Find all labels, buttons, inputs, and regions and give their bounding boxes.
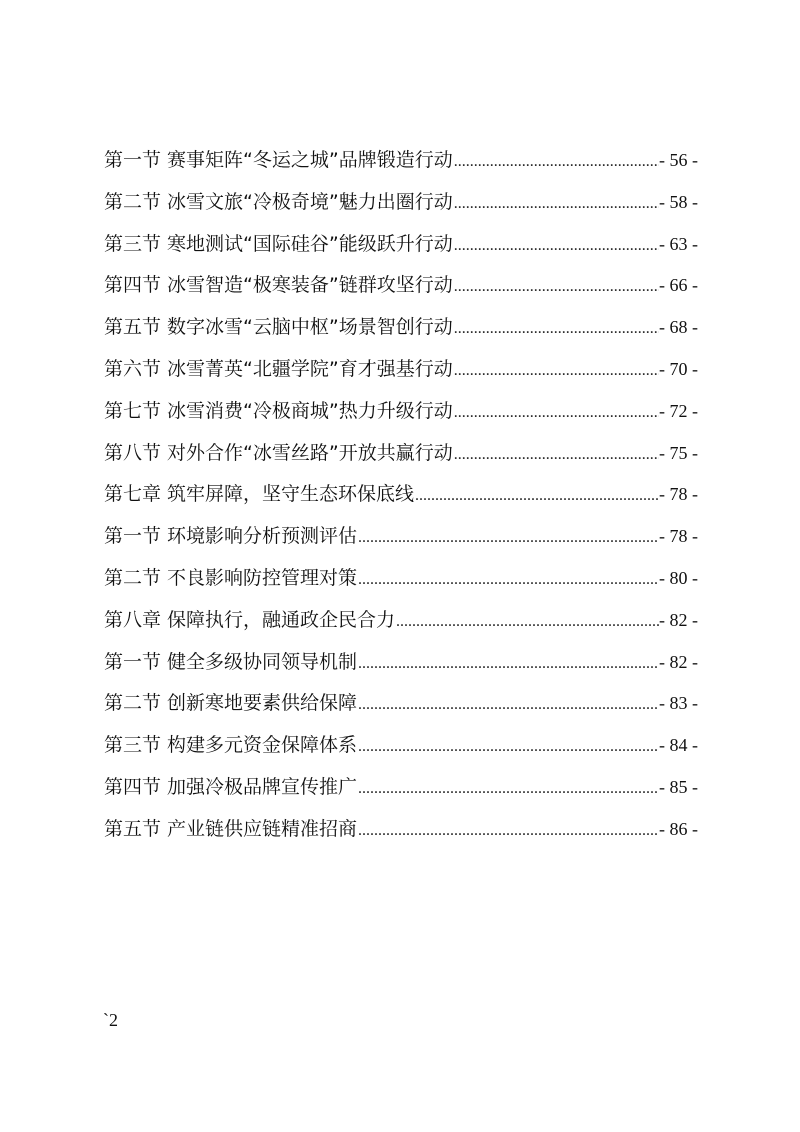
toc-entry-section-7-2[interactable]: [104, 558, 698, 600]
toc-entry-page: - 78 -: [659, 484, 698, 505]
toc-entry-title: 第一节 赛事矩阵“冬运之城”品牌锻造行动: [104, 149, 453, 171]
toc-leader-dots: [357, 726, 659, 768]
toc-entry-page: - 82 -: [659, 609, 698, 630]
toc-entry-page: - 72 -: [659, 400, 698, 421]
toc-entry-title: 第七节 冰雪消费“冷极商城”热力升级行动: [104, 399, 453, 422]
toc-entry-page: - 56 -: [659, 150, 698, 170]
toc-entry-section-1-3[interactable]: [104, 224, 698, 266]
page-number: `2: [103, 1010, 118, 1030]
toc-entry-title: 第四节 加强冷极品牌宣传推广: [104, 775, 358, 798]
toc-entry-section-1-6[interactable]: [104, 349, 698, 391]
toc-entry-title: 第七章 筑牢屏障，坚守生态环保底线: [104, 483, 415, 506]
toc-entry-chapter-7[interactable]: [104, 474, 698, 516]
toc-leader-dots: [453, 434, 659, 476]
toc-entry-page: - 70 -: [659, 358, 698, 379]
toc-entry-page: - 78 -: [659, 526, 698, 547]
toc-entry-page: - 83 -: [659, 693, 698, 714]
toc-entry-page: - 80 -: [659, 567, 698, 588]
toc-leader-dots: [357, 559, 659, 601]
toc-entry-section-1-4[interactable]: [104, 265, 698, 307]
toc-entry-page: - 85 -: [659, 776, 698, 797]
toc-leader-dots: [453, 392, 659, 434]
toc-entry-page: - 63 -: [659, 233, 698, 254]
toc-entry-title: 第五节 产业链供应链精准招商: [104, 817, 358, 840]
table-of-contents: [104, 140, 698, 851]
toc-entry-section-1-7[interactable]: [104, 391, 698, 433]
toc-entry-title: 第六节 冰雪菁英“北疆学院”育才强基行动: [104, 357, 453, 380]
toc-entry-title: 第二节 冰雪文旅“冷极奇境”魅力出圈行动: [104, 190, 453, 213]
toc-leader-dots: [453, 225, 659, 267]
toc-entry-title: 第八章 保障执行，融通政企民合力: [104, 608, 396, 631]
toc-entry-section-8-1[interactable]: [104, 642, 698, 684]
toc-leader-dots: [453, 350, 659, 392]
toc-leader-dots: [357, 768, 659, 810]
toc-entry-title: 第三节 构建多元资金保障体系: [104, 734, 358, 757]
toc-entry-section-8-4[interactable]: [104, 767, 698, 809]
toc-leader-dots: [453, 266, 659, 308]
toc-leader-dots: [453, 308, 659, 350]
toc-leader-dots: [357, 684, 659, 726]
toc-leader-dots: [357, 810, 659, 852]
toc-entry-title: 第二节 创新寒地要素供给保障: [104, 692, 358, 715]
toc-leader-dots: [357, 643, 659, 685]
toc-leader-dots: [453, 183, 659, 225]
toc-entry-title: 第一节 健全多级协同领导机制: [104, 650, 358, 673]
toc-entry-title: 第二节 不良影响防控管理对策: [104, 566, 358, 589]
toc-entry-title: 第八节 对外合作“冰雪丝路”开放共赢行动: [104, 441, 453, 464]
toc-leader-dots: [395, 601, 659, 643]
toc-entry-title: 第四节 冰雪智造“极寒装备”链群攻坚行动: [104, 274, 453, 297]
toc-entry-title: 第五节 数字冰雪“云脑中枢”场景智创行动: [104, 316, 453, 339]
toc-entry-page: - 84 -: [659, 735, 698, 756]
toc-entry-title: 第三节 寒地测试“国际硅谷”能级跃升行动: [104, 232, 453, 255]
toc-entry-section-1-5[interactable]: [104, 307, 698, 349]
toc-entry-section-1-1[interactable]: [104, 140, 698, 182]
toc-entry-section-8-5[interactable]: [104, 809, 698, 851]
toc-entry-page: - 68 -: [659, 317, 698, 338]
toc-entry-section-8-2[interactable]: [104, 683, 698, 725]
toc-entry-section-1-2[interactable]: [104, 182, 698, 224]
toc-leader-dots: [414, 475, 659, 517]
toc-leader-dots: [357, 517, 659, 559]
toc-entry-chapter-8[interactable]: [104, 600, 698, 642]
toc-leader-dots: [453, 141, 659, 183]
toc-entry-section-7-1[interactable]: [104, 516, 698, 558]
toc-entry-section-8-3[interactable]: [104, 725, 698, 767]
toc-entry-page: - 58 -: [659, 191, 698, 212]
toc-entry-title: 第一节 环境影响分析预测评估: [104, 525, 358, 548]
toc-entry-page: - 75 -: [659, 442, 698, 463]
toc-entry-page: - 82 -: [659, 651, 698, 672]
toc-entry-page: - 66 -: [659, 275, 698, 296]
toc-entry-page: - 86 -: [659, 818, 698, 839]
toc-entry-section-1-8[interactable]: [104, 433, 698, 475]
